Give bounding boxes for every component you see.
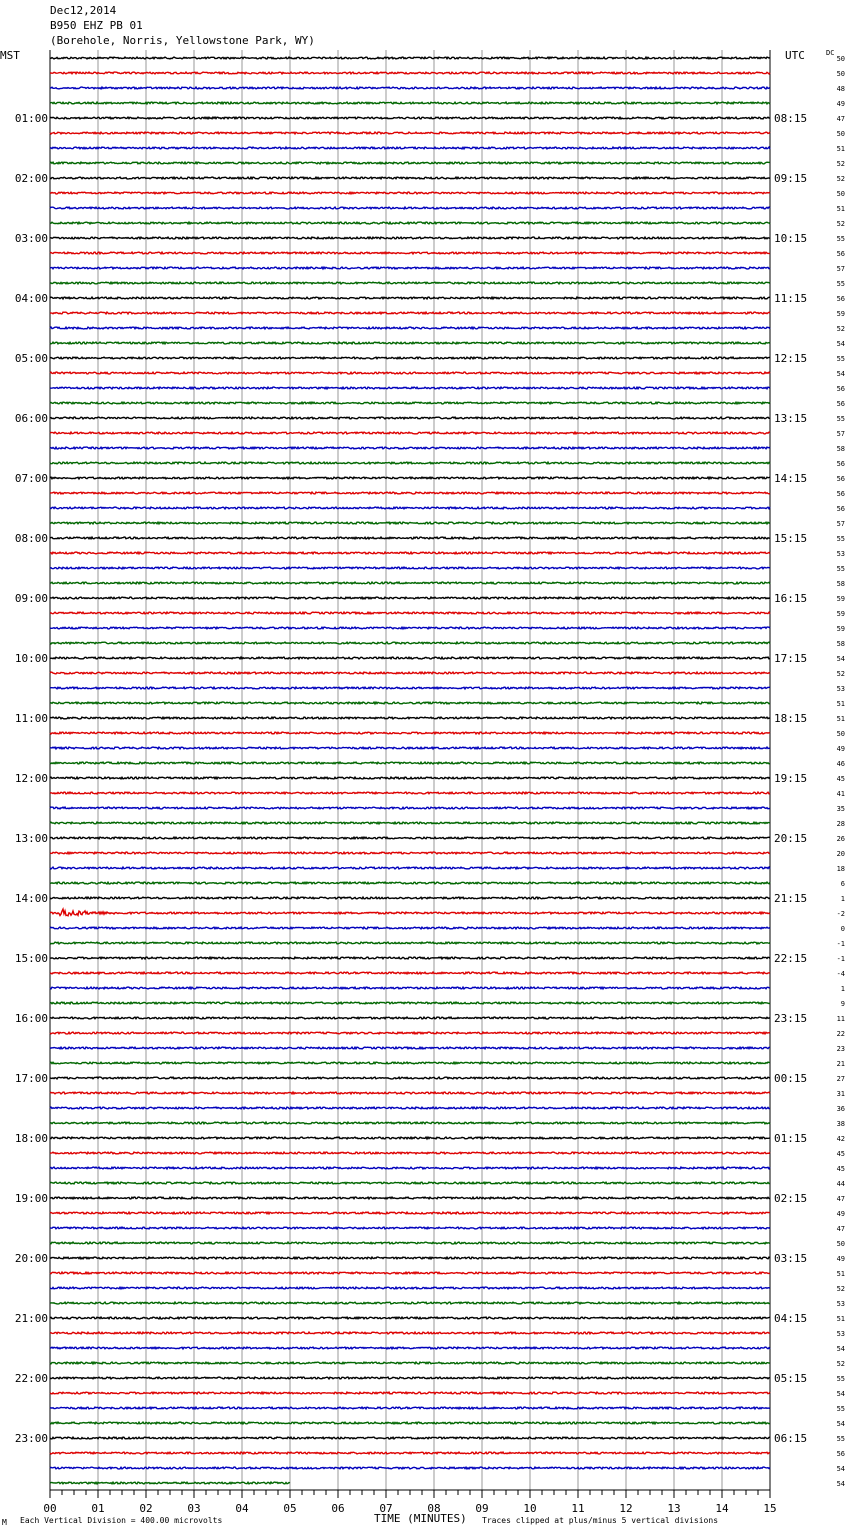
right-hour-label: 04:15 — [774, 1312, 808, 1325]
trace-line — [50, 1032, 770, 1034]
trace-line — [50, 687, 770, 689]
dc-offset-label: 55 — [836, 535, 845, 543]
dc-offset-label: 50 — [836, 55, 845, 63]
date-title: Dec12,2014 — [50, 4, 117, 17]
left-hour-label: 06:00 — [14, 412, 48, 425]
dc-offset-label: 51 — [836, 1315, 845, 1323]
x-tick-label: 00 — [43, 1502, 57, 1515]
left-hour-label: 03:00 — [14, 232, 48, 245]
trace-line — [50, 402, 770, 404]
dc-offset-label: 20 — [836, 850, 845, 858]
corner-mark: M — [2, 1518, 7, 1527]
x-tick-label: 09 — [475, 1502, 489, 1515]
left-hour-label: 23:00 — [14, 1432, 48, 1445]
left-hour-label: 08:00 — [14, 532, 48, 545]
left-hour-label: 22:00 — [14, 1372, 48, 1385]
left-hour-label: 17:00 — [14, 1072, 48, 1085]
trace-line — [50, 72, 770, 74]
dc-offset-label: 51 — [836, 700, 845, 708]
dc-offset-label: 52 — [836, 220, 845, 228]
dc-offset-label: 18 — [836, 865, 845, 873]
dc-offset-label: 52 — [836, 325, 845, 333]
trace-line — [50, 642, 770, 644]
dc-offset-label: 38 — [836, 1120, 845, 1128]
trace-line — [50, 282, 770, 284]
left-hour-label: 19:00 — [14, 1192, 48, 1205]
dc-offset-label: 51 — [836, 205, 845, 213]
trace-line — [50, 522, 770, 524]
trace-line — [50, 177, 770, 179]
trace-line — [50, 732, 770, 734]
right-hour-label: 15:15 — [774, 532, 808, 545]
trace-line — [50, 1332, 770, 1334]
right-zone-label: UTC — [785, 49, 805, 62]
x-tick-label: 06 — [331, 1502, 345, 1515]
dc-offset-label: -2 — [836, 910, 845, 918]
right-hour-label: 19:15 — [774, 772, 808, 785]
right-hour-label: 09:15 — [774, 172, 808, 185]
trace-line — [50, 1242, 770, 1244]
dc-offset-label: 49 — [836, 1255, 845, 1263]
dc-offset-label: 52 — [836, 1360, 845, 1368]
trace-line — [50, 462, 770, 464]
scale-note: Each Vertical Division = 400.00 microvolts — [20, 1516, 223, 1525]
right-hour-label: 02:15 — [774, 1192, 808, 1205]
x-tick-label: 13 — [667, 1502, 681, 1515]
dc-offset-label: 22 — [836, 1030, 845, 1038]
trace-line — [50, 507, 770, 509]
trace-line — [50, 1347, 770, 1349]
right-hour-label: 03:15 — [774, 1252, 808, 1265]
left-hour-label: 16:00 — [14, 1012, 48, 1025]
dc-offset-label: 1 — [840, 895, 845, 903]
dc-offset-label: 59 — [836, 610, 845, 618]
trace-line — [50, 222, 770, 224]
right-hour-label: 11:15 — [774, 292, 808, 305]
dc-offset-label: 51 — [836, 715, 845, 723]
trace-line — [50, 612, 770, 614]
trace-line — [50, 492, 770, 494]
dc-offset-label: 52 — [836, 1285, 845, 1293]
trace-line — [50, 1467, 770, 1469]
dc-offset-label: 58 — [836, 640, 845, 648]
left-hour-label: 10:00 — [14, 652, 48, 665]
trace-line — [50, 1092, 770, 1094]
trace-line — [50, 1437, 770, 1439]
trace-line — [50, 1452, 770, 1454]
dc-offset-label: 44 — [836, 1180, 845, 1188]
dc-offset-label: 54 — [836, 370, 845, 378]
trace-line — [50, 627, 770, 629]
trace-line — [50, 927, 770, 929]
dc-offset-label: 49 — [836, 100, 845, 108]
dc-offset-label: 55 — [836, 1435, 845, 1443]
left-hour-label: 15:00 — [14, 952, 48, 965]
trace-line — [50, 267, 770, 269]
trace-line — [50, 357, 770, 359]
trace-line — [50, 717, 770, 719]
dc-offset-label: 49 — [836, 1210, 845, 1218]
trace-line — [50, 762, 770, 764]
dc-offset-label: 50 — [836, 730, 845, 738]
dc-offset-label: 54 — [836, 1345, 845, 1353]
left-hour-label: 05:00 — [14, 352, 48, 365]
trace-line — [50, 852, 770, 854]
dc-offset-label: 58 — [836, 580, 845, 588]
dc-offset-label: 59 — [836, 595, 845, 603]
dc-offset-label: 54 — [836, 655, 845, 663]
dc-offset-label: 11 — [836, 1015, 845, 1023]
dc-offset-label: 50 — [836, 1240, 845, 1248]
trace-line — [50, 1287, 770, 1289]
dc-offset-label: 42 — [836, 1135, 845, 1143]
dc-offset-label: 50 — [836, 130, 845, 138]
dc-offset-label: 53 — [836, 550, 845, 558]
right-hour-label: 12:15 — [774, 352, 808, 365]
trace-line — [50, 312, 770, 314]
trace-line — [50, 792, 770, 794]
clip-note: Traces clipped at plus/minus 5 vertical divisions — [482, 1516, 719, 1525]
dc-offset-label: 55 — [836, 565, 845, 573]
dc-offset-label: 52 — [836, 175, 845, 183]
dc-offset-label: 45 — [836, 775, 845, 783]
trace-line — [50, 1122, 770, 1124]
x-tick-label: 10 — [523, 1502, 537, 1515]
dc-offset-label: 49 — [836, 745, 845, 753]
trace-line — [50, 162, 770, 164]
x-tick-label: 01 — [91, 1502, 105, 1515]
right-hour-label: 10:15 — [774, 232, 808, 245]
trace-line — [50, 1227, 770, 1229]
trace-line — [50, 672, 770, 674]
x-tick-label: 15 — [763, 1502, 777, 1515]
dc-offset-label: 56 — [836, 385, 845, 393]
trace-line — [50, 972, 770, 974]
trace-line — [50, 942, 770, 944]
right-hour-label: 14:15 — [774, 472, 808, 485]
trace-line — [50, 807, 770, 809]
dc-offset-label: 53 — [836, 1300, 845, 1308]
dc-offset-label: 55 — [836, 280, 845, 288]
dc-offset-label: 21 — [836, 1060, 845, 1068]
dc-offset-label: 50 — [836, 190, 845, 198]
trace-line — [50, 1257, 770, 1259]
right-hour-label: 20:15 — [774, 832, 808, 845]
dc-offset-label: 54 — [836, 1420, 845, 1428]
trace-line — [50, 87, 770, 89]
trace-line — [50, 1182, 770, 1184]
dc-offset-label: 45 — [836, 1150, 845, 1158]
left-hour-label: 13:00 — [14, 832, 48, 845]
right-hour-label: 01:15 — [774, 1132, 808, 1145]
left-hour-label: 07:00 — [14, 472, 48, 485]
dc-offset-label: 1 — [840, 985, 845, 993]
trace-line — [50, 1062, 770, 1064]
left-hour-label: 20:00 — [14, 1252, 48, 1265]
dc-offset-label: -1 — [836, 955, 845, 963]
dc-offset-label: 55 — [836, 235, 845, 243]
dc-offset-label: 52 — [836, 670, 845, 678]
trace-line — [50, 567, 770, 569]
dc-offset-label: 58 — [836, 445, 845, 453]
dc-offset-label: 57 — [836, 520, 845, 528]
right-hour-label: 17:15 — [774, 652, 808, 665]
dc-offset-label: 56 — [836, 460, 845, 468]
trace-line — [50, 297, 770, 299]
dc-offset-label: 56 — [836, 475, 845, 483]
dc-offset-label: 56 — [836, 400, 845, 408]
x-tick-label: 08 — [427, 1502, 441, 1515]
x-tick-label: 12 — [619, 1502, 633, 1515]
left-hour-label: 21:00 — [14, 1312, 48, 1325]
dc-offset-label: 9 — [840, 1000, 845, 1008]
dc-offset-label: 36 — [836, 1105, 845, 1113]
dc-offset-label: 55 — [836, 355, 845, 363]
dc-offset-label: 6 — [840, 880, 845, 888]
dc-offset-label: 57 — [836, 265, 845, 273]
dc-offset-label: 26 — [836, 835, 845, 843]
right-hour-label: 23:15 — [774, 1012, 808, 1025]
trace-line — [50, 702, 770, 704]
dc-label: DC — [826, 49, 835, 57]
trace-line — [50, 1377, 770, 1379]
right-hour-label: 08:15 — [774, 112, 808, 125]
dc-offset-label: 54 — [836, 1480, 845, 1488]
dc-offset-label: -4 — [836, 970, 845, 978]
trace-line — [50, 777, 770, 779]
trace-line — [50, 342, 770, 344]
trace-line — [50, 1482, 290, 1484]
trace-line — [50, 1107, 770, 1109]
dc-offset-label: 52 — [836, 160, 845, 168]
dc-offset-label: 51 — [836, 1270, 845, 1278]
dc-offset-label: 48 — [836, 85, 845, 93]
trace-line — [50, 117, 770, 119]
right-hour-label: 05:15 — [774, 1372, 808, 1385]
dc-offset-label: 45 — [836, 1165, 845, 1173]
dc-offset-label: 54 — [836, 1390, 845, 1398]
dc-offset-label: 54 — [836, 340, 845, 348]
trace-line — [50, 987, 770, 989]
trace-line — [50, 237, 770, 239]
dc-offset-label: 28 — [836, 820, 845, 828]
trace-line — [50, 552, 770, 554]
trace-line — [50, 909, 770, 916]
dc-offset-label: -1 — [836, 940, 845, 948]
trace-line — [50, 192, 770, 194]
x-tick-label: 02 — [139, 1502, 153, 1515]
dc-offset-label: 53 — [836, 685, 845, 693]
trace-line — [50, 147, 770, 149]
left-zone-label: MST — [0, 49, 20, 62]
dc-offset-label: 47 — [836, 115, 845, 123]
trace-line — [50, 1047, 770, 1049]
trace-line — [50, 837, 770, 839]
trace-line — [50, 822, 770, 824]
trace-line — [50, 1302, 770, 1304]
right-hour-label: 18:15 — [774, 712, 808, 725]
left-hour-label: 01:00 — [14, 112, 48, 125]
left-hour-label: 14:00 — [14, 892, 48, 905]
dc-offset-label: 51 — [836, 145, 845, 153]
dc-offset-label: 56 — [836, 250, 845, 258]
x-tick-label: 05 — [283, 1502, 297, 1515]
dc-offset-label: 55 — [836, 415, 845, 423]
trace-line — [50, 1317, 770, 1319]
dc-offset-label: 56 — [836, 1450, 845, 1458]
trace-line — [50, 1017, 770, 1019]
trace-line — [50, 582, 770, 584]
dc-offset-label: 46 — [836, 760, 845, 768]
left-hour-label: 02:00 — [14, 172, 48, 185]
right-hour-label: 22:15 — [774, 952, 808, 965]
trace-line — [50, 1392, 770, 1394]
dc-offset-label: 56 — [836, 505, 845, 513]
trace-line — [50, 597, 770, 599]
dc-offset-label: 56 — [836, 490, 845, 498]
trace-line — [50, 1077, 770, 1079]
trace-line — [50, 132, 770, 134]
dc-offset-label: 57 — [836, 430, 845, 438]
trace-line — [50, 207, 770, 209]
right-hour-label: 16:15 — [774, 592, 808, 605]
trace-line — [50, 1407, 770, 1409]
trace-line — [50, 1422, 770, 1424]
trace-line — [50, 747, 770, 749]
location-title: (Borehole, Norris, Yellowstone Park, WY) — [50, 34, 315, 47]
trace-line — [50, 537, 770, 539]
trace-line — [50, 1362, 770, 1364]
dc-offset-label: 31 — [836, 1090, 845, 1098]
trace-line — [50, 957, 770, 959]
dc-offset-label: 41 — [836, 790, 845, 798]
trace-line — [50, 447, 770, 449]
x-tick-label: 14 — [715, 1502, 729, 1515]
trace-line — [50, 57, 770, 59]
trace-line — [50, 1137, 770, 1139]
trace-line — [50, 882, 770, 884]
trace-line — [50, 102, 770, 104]
trace-line — [50, 1197, 770, 1199]
trace-line — [50, 1152, 770, 1154]
x-tick-label: 03 — [187, 1502, 201, 1515]
left-hour-label: 11:00 — [14, 712, 48, 725]
right-hour-label: 13:15 — [774, 412, 808, 425]
x-tick-label: 07 — [379, 1502, 393, 1515]
left-hour-label: 12:00 — [14, 772, 48, 785]
dc-offset-label: 56 — [836, 295, 845, 303]
trace-line — [50, 1212, 770, 1214]
station-title: B950 EHZ PB 01 — [50, 19, 143, 32]
trace-line — [50, 1167, 770, 1169]
right-hour-label: 21:15 — [774, 892, 808, 905]
trace-line — [50, 417, 770, 419]
x-axis-label: TIME (MINUTES) — [374, 1512, 467, 1525]
dc-offset-label: 55 — [836, 1375, 845, 1383]
dc-offset-label: 35 — [836, 805, 845, 813]
trace-line — [50, 387, 770, 389]
trace-line — [50, 477, 770, 479]
dc-offset-label: 0 — [840, 925, 845, 933]
trace-line — [50, 252, 770, 254]
right-hour-label: 06:15 — [774, 1432, 808, 1445]
x-tick-label: 04 — [235, 1502, 249, 1515]
left-hour-label: 18:00 — [14, 1132, 48, 1145]
right-hour-label: 00:15 — [774, 1072, 808, 1085]
dc-offset-label: 54 — [836, 1465, 845, 1473]
left-hour-label: 09:00 — [14, 592, 48, 605]
trace-line — [50, 867, 770, 869]
dc-offset-label: 50 — [836, 70, 845, 78]
trace-line — [50, 897, 770, 899]
dc-offset-label: 53 — [836, 1330, 845, 1338]
trace-line — [50, 432, 770, 434]
dc-offset-label: 47 — [836, 1225, 845, 1233]
dc-offset-label: 59 — [836, 625, 845, 633]
trace-line — [50, 657, 770, 659]
x-tick-label: 11 — [571, 1502, 585, 1515]
trace-line — [50, 1272, 770, 1274]
dc-offset-label: 55 — [836, 1405, 845, 1413]
dc-offset-label: 27 — [836, 1075, 845, 1083]
trace-line — [50, 1002, 770, 1004]
dc-offset-label: 59 — [836, 310, 845, 318]
left-hour-label: 04:00 — [14, 292, 48, 305]
dc-offset-label: 47 — [836, 1195, 845, 1203]
dc-offset-label: 23 — [836, 1045, 845, 1053]
trace-line — [50, 372, 770, 374]
trace-line — [50, 327, 770, 329]
